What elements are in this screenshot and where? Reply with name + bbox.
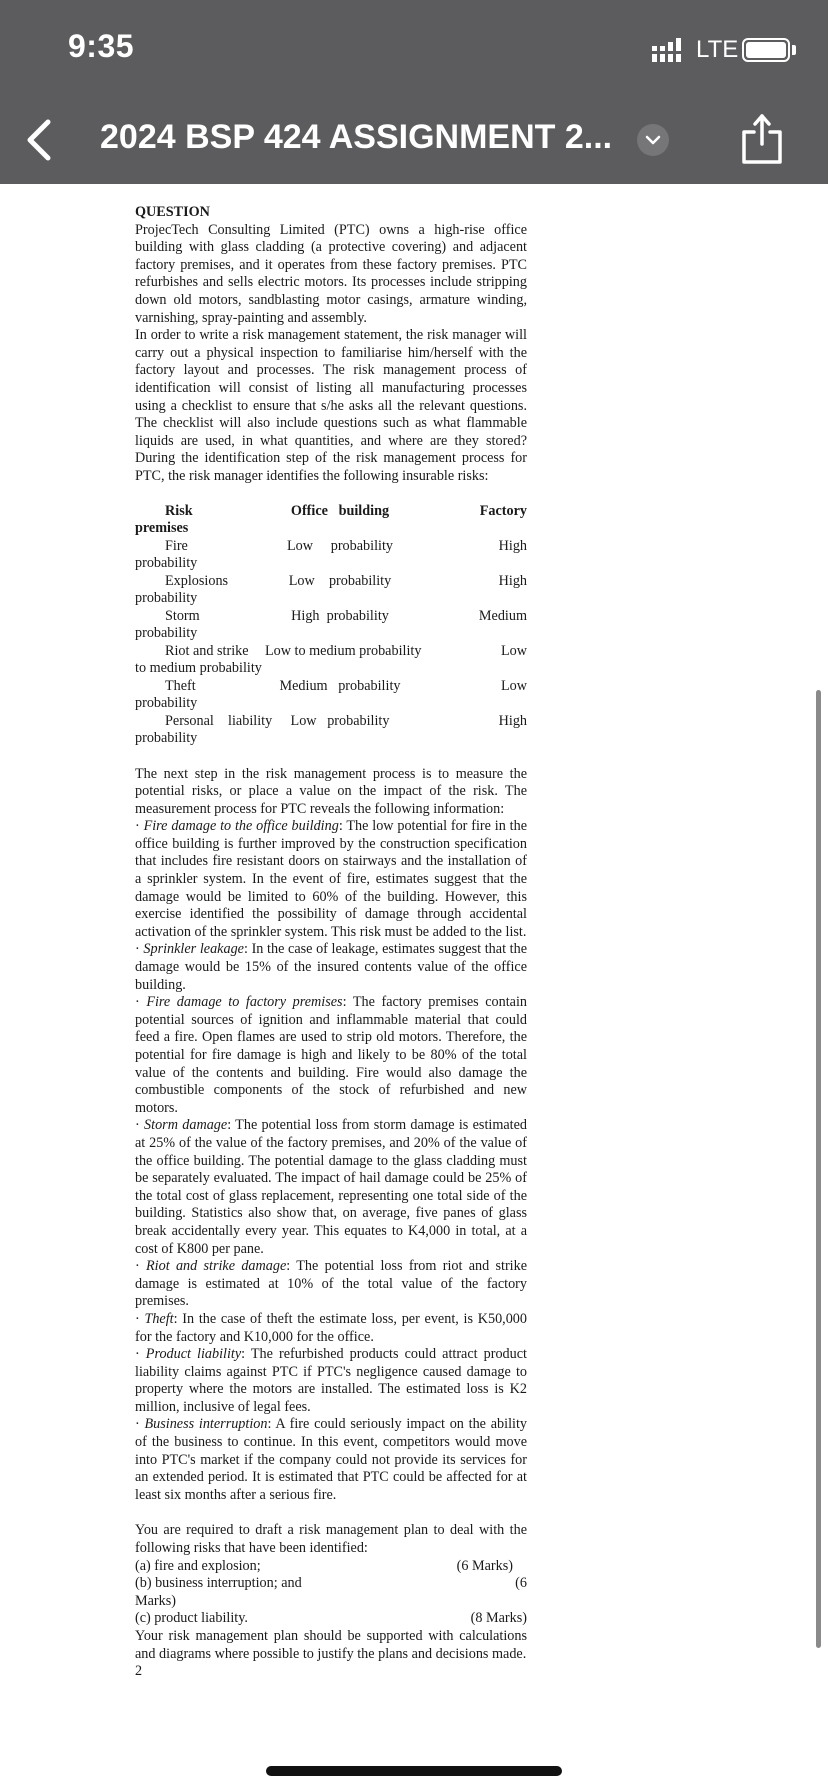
chevron-down-icon xyxy=(637,124,669,156)
risk-name-cont: probability xyxy=(135,730,198,747)
bullet-text: : The factory premises contain potential sources of ignition and inflammable material that could feed a fire. Open flames are used to strip old motors. Therefore, the potential for fire damage is high and likely to be 80% of the total value of the contents and building. Fire would also damage the combustible components of the stock of refurbished and new motors. xyxy=(135,994,527,1116)
bullet-text: : In the case of theft the estimate loss, per event, is K50,000 for the factory and K10,000 for the office. xyxy=(135,1310,527,1345)
risk-office: Low probability xyxy=(287,537,393,554)
task-c-row xyxy=(135,1610,527,1628)
risk-name: Riot and strike xyxy=(165,642,249,659)
bullet-label: Fire damage to the office building xyxy=(143,818,339,835)
risk-name: Theft xyxy=(165,677,196,694)
bullet-item: · Riot and strike damage: The potential loss from riot and strike damage is estimated at 10% of the total value of the factory premises. xyxy=(135,1258,527,1310)
risk-office: High probability xyxy=(291,607,389,624)
bullet-item: · Fire damage to the office building: The low potential for fire in the office building is further improved by the construction specification that includes fire resistant doors on stairways and the installation of a sprinkler system. In the event of fire, estimates suggest that the damage would be limited to 60% of the building. However, this exercise identified the possibility of damage through accidental activation of the sprinkler system. This risk must be added to the list. xyxy=(135,818,528,940)
risk-name: Fire xyxy=(165,537,188,554)
bullet-text: : The potential loss from storm damage is estimated at 25% of the value of the factory premises, and 20% of the value of the office building. The potential damage to the glass cladding must be separately evaluated. The impact of hail damage could be 25% of the total cost of glass replacement, representing one total side of the building. Statistics also show that, on average, five panes of glass break accidentally every year. This equates to K4,000 in total, at a cost of K800 per pane. xyxy=(135,1117,527,1257)
bullet-label: Fire damage to factory premises xyxy=(146,994,343,1011)
risk-name: Personal liability xyxy=(165,712,273,729)
risk-factory: Medium xyxy=(478,607,527,624)
bullet-text: : The low potential for fire in the office building is further improved by the construction specification that includes fire resistant doors on stairways and the installation of a sprinkler system. In the event of fire, estimates suggest that the damage would be limited to 60% of the building. However, this exercise identified the possibility of damage through accidental activation of the sprinkler system. This risk must be added to the list. xyxy=(135,818,528,940)
status-time: 9:35 xyxy=(68,28,135,64)
task-a-row xyxy=(135,1558,527,1576)
risk-name: Explosions xyxy=(165,572,229,589)
task-a: (a) fire and explosion; xyxy=(135,1557,261,1574)
network-type: LTE xyxy=(696,36,739,63)
navigation-bar xyxy=(0,96,828,184)
risk-office: Low to medium probability xyxy=(265,642,422,659)
risk-row xyxy=(135,678,527,713)
paragraph-intro: ProjecTech Consulting Limited (PTC) owns a high-rise office building with glass cladding (a protective covering) and adjacent factory premises, and it operates from these factory premises. PTC refurbishes and sells electric motors. Its processes include stripping down old motors, sandblasting motor casings, armature winding, varnishing, spray-painting and assembly. xyxy=(135,221,527,326)
task-b: (b) business interruption; and xyxy=(135,1575,302,1592)
share-icon[interactable] xyxy=(738,110,786,166)
paragraph-instructions: Your risk management plan should be supported with calculations and diagrams where possible to justify the plans and decisions made. xyxy=(135,1628,527,1662)
bullet-item: · Product liability: The refurbished products could attract product liability claims against PTC if PTC's negligence caused damage to property where the motors are installed. The estimated loss is K2 million, inclusive of legal fees. xyxy=(135,1346,527,1415)
header-office: Office building xyxy=(290,502,390,519)
risk-office: Low probability xyxy=(288,572,392,589)
risk-row xyxy=(135,713,527,748)
risk-name-cont: probability xyxy=(135,555,198,572)
document-title[interactable]: 2024 BSP 424 ASSIGNMENT 2... xyxy=(100,118,613,156)
risk-factory: Low xyxy=(500,677,527,694)
bullet-item: · Business interruption: A fire could seriously impact on the ability of the business to continue. In this event, competitors would move into PTC's market if the company could not provide its services for an extended period. It is estimated that PTC could be affected for at least six months after a serious fire. xyxy=(135,1416,527,1503)
risk-row xyxy=(135,538,527,573)
task-b-marks: (6 xyxy=(515,1575,527,1592)
bullet-item: · Fire damage to factory premises: The factory premises contain potential sources of ignition and inflammable material that could feed a fire. Open flames are used to strip old motors. Therefore, the potential for fire damage is high and likely to be 80% of the total value of the contents and building. Fire would also damage the combustible components of the stock of refurbished and new motors. xyxy=(135,994,527,1116)
risk-factory: High xyxy=(498,712,527,729)
page-number: 2 xyxy=(135,1663,143,1680)
risk-office: Low probability xyxy=(290,712,390,729)
title-menu-button[interactable] xyxy=(637,124,669,156)
risk-name-cont: probability xyxy=(135,695,198,712)
bullet-label: Sprinkler leakage xyxy=(143,941,244,958)
header-factory: Factory xyxy=(479,502,527,519)
bullet-item: · Sprinkler leakage: In the case of leakage, estimates suggest that the damage would be 15% of the insured contents value of the office building. xyxy=(135,941,528,993)
home-indicator[interactable] xyxy=(266,1766,562,1776)
bullet-label: Storm damage xyxy=(144,1117,228,1134)
header-risk-cont: premises xyxy=(135,520,189,537)
risk-factory: High xyxy=(498,572,527,589)
risk-row xyxy=(135,573,527,608)
scrollbar[interactable] xyxy=(816,690,821,1648)
task-b-marks-cont: Marks) xyxy=(135,1592,176,1609)
bullet-text: : In the case of leakage, estimates suggest that the damage would be 15% of the insured contents value of the office building. xyxy=(135,941,528,993)
risk-name-cont: probability xyxy=(135,625,198,642)
risk-name-cont: probability xyxy=(135,590,198,607)
signal-strength-icon xyxy=(652,38,688,62)
task-c: (c) product liability. xyxy=(135,1610,248,1627)
document-page xyxy=(135,204,527,1681)
task-b-row xyxy=(135,1575,527,1593)
risk-table xyxy=(135,503,527,748)
back-chevron-icon[interactable] xyxy=(20,116,60,164)
risk-office: Medium probability xyxy=(279,677,401,694)
risk-row xyxy=(135,643,527,678)
bullet-label: Riot and strike damage xyxy=(146,1258,287,1275)
battery-tip xyxy=(792,45,796,55)
paragraph-measurement: The next step in the risk management process is to measure the potential risks, or place a value on the impact of the risk. The measurement process for PTC reveals the following information: xyxy=(135,765,527,817)
bullet-text: : The potential loss from riot and strike damage is estimated at 10% of the total value of the factory premises. xyxy=(135,1258,527,1310)
risk-row xyxy=(135,608,527,643)
task-a-marks: (6 Marks) xyxy=(456,1557,513,1574)
risk-name: Storm xyxy=(165,607,200,624)
bullet-text: : The refurbished products could attract product liability claims against PTC if PTC's negligence caused damage to property where the motors are installed. The estimated loss is K2 million, inclusive of legal fees. xyxy=(135,1346,527,1415)
risk-name-cont: to medium probability xyxy=(135,660,262,677)
task-c-marks: (8 Marks) xyxy=(470,1610,527,1627)
risk-factory: High xyxy=(498,537,527,554)
battery-icon xyxy=(742,38,790,62)
question-heading: QUESTION xyxy=(135,204,210,220)
bullet-text: : A fire could seriously impact on the ability of the business to continue. In this event, competitors would move into PTC's market if the company could not provide its services for an extended period. It is estimated that PTC could be affected for at least six months after a serious fire. xyxy=(135,1416,527,1503)
bullet-item: · Storm damage: The potential loss from storm damage is estimated at 25% of the value of the factory premises, and 20% of the value of the office building. The potential damage to the glass cladding must be separately evaluated. The impact of hail damage could be 25% of the total cost of glass replacement, representing one total side of the building. Statistics also show that, on average, five panes of glass break accidentally every year. This equates to K4,000 in total, at a cost of K800 per pane. xyxy=(135,1117,527,1257)
risk-table-header xyxy=(135,503,527,538)
risk-factory: Low xyxy=(500,642,527,659)
bullet-label: Product liability xyxy=(145,1346,242,1363)
header-risk: Risk xyxy=(165,502,193,519)
bullet-label: Business interruption xyxy=(144,1416,268,1433)
bullet-item: · Theft: In the case of theft the estimate loss, per event, is K50,000 for the factory and K10,000 for the office. xyxy=(135,1310,527,1345)
paragraph-identification: In order to write a risk management statement, the risk manager will carry out a physical inspection to familiarise him/herself with the factory layout and processes. The risk management process of identification will consist of listing all manufacturing processes using a checklist to ensure that s/he asks all the relevant questions. The checklist will also include questions such as what flammable liquids are used, in what quantities, and where are they stored? During the identification step of the risk management process for PTC, the risk manager identifies the following insurable risks: xyxy=(135,327,527,484)
paragraph-requirement: You are required to draft a risk management plan to deal with the following risks that have been identified: xyxy=(135,1522,527,1557)
status-bar xyxy=(0,0,828,96)
bullet-label: Theft xyxy=(144,1310,174,1327)
